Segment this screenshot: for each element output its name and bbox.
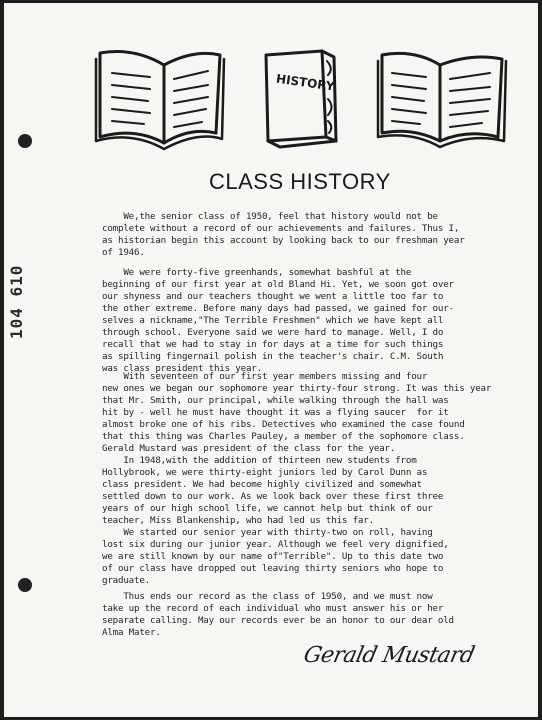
text-line: was class president this year. (102, 363, 262, 374)
text-line: settled down to our work. As we look back over these first three (102, 491, 444, 502)
text-line: class president. We had become highly civilized and somewhat (102, 479, 422, 490)
open-book-left-icon (96, 52, 224, 150)
binder-hole-bottom (18, 578, 32, 592)
text-line: Hollybrook, we were thirty-eight juniors led by Carol Dunn as (102, 467, 428, 478)
text-line: complete without a record of our achievements and failures. Thus I, (102, 223, 460, 234)
paragraph-3 (102, 371, 491, 455)
text-line: We were forty-five greenhands, somewhat bashful at the (102, 267, 412, 278)
text-line: We started our senior year with thirty-two on roll, having (102, 527, 433, 538)
open-book-right-icon (378, 53, 506, 147)
signature-text: Gerald Mustard (301, 643, 477, 668)
text-line: through school. Everyone said we were hard to manage. Well, I do (102, 327, 444, 338)
text-line: that Mr. Smith, our principal, while walking through the hall was (102, 395, 449, 406)
text-line: of 1946. (102, 247, 145, 258)
text-line: Gerald Mustard was president of the class for the year. (102, 443, 396, 454)
header-drawing (4, 3, 538, 183)
text-line: selves a nickname,"The Terrible Freshmen" which we have kept all (102, 315, 444, 326)
page-title: CLASS HISTORY (209, 169, 391, 194)
text-line: In 1948,with the addition of thirteen new students from (102, 455, 417, 466)
text-line: separate calling. May our records ever be an honor to our dear old (102, 615, 454, 626)
page-number: 104 610 (7, 264, 26, 339)
text-line: almost broke one of his ribs. Detectives who examined the case found (102, 419, 465, 430)
text-line: recall that we had to stay in for days at a time for such things (102, 339, 444, 350)
text-line: hit by - well he must have thought it was a flying saucer for it (102, 407, 449, 418)
text-line: years of our high school life, we cannot help but think of our (102, 503, 433, 514)
text-line: that this thing was Charles Pauley, a member of the sophomore class. (102, 431, 465, 442)
text-line: take up the record of each individual who must answer his or her (102, 603, 444, 614)
binder-hole-top (18, 134, 32, 148)
history-book-icon (266, 51, 336, 147)
document-page (4, 3, 538, 717)
paragraph-2 (102, 267, 454, 375)
text-line: of our class have dropped out leaving thirty seniors who hope to (102, 563, 444, 574)
text-line: Alma Mater. (102, 627, 161, 638)
text-line: graduate. (102, 575, 150, 586)
paragraph-4 (102, 455, 443, 527)
text-line: We,the senior class of 1950, feel that history would not be (102, 211, 438, 222)
text-line: teacher, Miss Blankenship, who had led us this far. (102, 515, 374, 526)
paragraph-1 (102, 211, 465, 259)
paragraph-6 (102, 591, 454, 639)
text-line: lost six during our junior year. Although we feel very dignified, (102, 539, 449, 550)
text-line: new ones we began our sophomore year thirty-four strong. It was this year (102, 383, 492, 394)
text-line: the other extreme. Before many days had passed, we gained for our- (102, 303, 454, 314)
paragraph-5 (102, 527, 449, 587)
text-line: as historian begin this account by looking back to our freshman year (102, 235, 465, 246)
book-label: HISTORY (275, 71, 336, 94)
text-line: we are still known by our name of"Terrible". Up to this date two (102, 551, 444, 562)
text-line: With seventeen of our first year members missing and four (102, 371, 428, 382)
text-line: Thus ends our record as the class of 1950, and we must now (102, 591, 433, 602)
text-line: our shyness and our teachers thought we went a little too far to (102, 291, 444, 302)
signature (301, 635, 477, 683)
text-line: beginning of our first year at old Bland Hi. Yet, we soon got over (102, 279, 454, 290)
text-line: as spilling fingernail polish in the teacher's chair. C.M. South (102, 351, 444, 362)
